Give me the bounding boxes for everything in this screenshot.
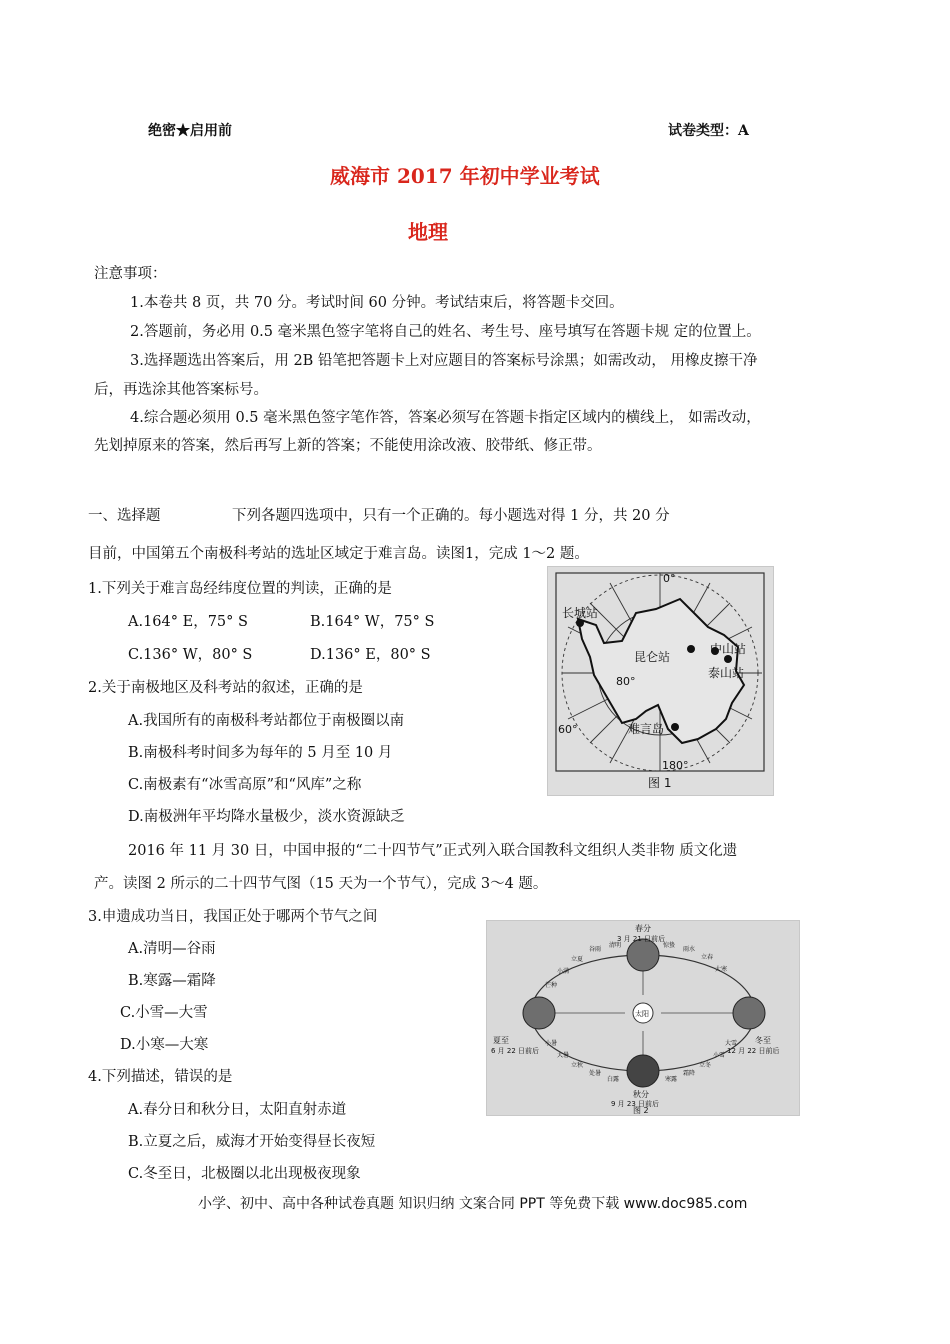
notice-item: 4.综合题必须用 0.5 毫米黑色签字笔作答，答案必须写在答题卡指定区域内的横线上， 如需改动，: [130, 410, 761, 426]
section-heading: 一、选择题: [88, 508, 161, 524]
term-label: 大寒: [715, 966, 728, 973]
sun-label: 太阳: [635, 1010, 649, 1018]
option-d: D.南极洲年平均降水量极少，淡水资源缺乏: [128, 809, 405, 825]
term-label: 处暑: [589, 1070, 602, 1077]
notice-item: 3.选择题选出答案后，用 2B 铅笔把答题卡上对应题目的答案标号涂黑；如需改动， 用橡皮擦干净: [130, 353, 758, 369]
option-c: C.南极素有“冰雪高原”和“风库”之称: [128, 777, 362, 793]
paper-type-label: 试卷类型：A: [668, 123, 749, 139]
spring-equinox-label: 春分: [635, 924, 651, 933]
notice-item: 2.答题前，务必用 0.5 毫米黑色签字笔将自己的姓名、考生号、座号填写在答题卡规 定的位置上。: [130, 324, 761, 340]
term-label: 惊蛰: [663, 942, 676, 949]
term-label: 小满: [557, 968, 570, 975]
spring-equinox-date: 3 月 21 日前后: [617, 935, 666, 943]
term-label: 立秋: [571, 1062, 584, 1069]
option-d: D.136° E，80° S: [310, 647, 431, 663]
option-b: B.南极科考时间多为每年的 5 月至 10 月: [128, 745, 393, 761]
term-label: 谷雨: [589, 946, 602, 953]
term-label: 立春: [701, 954, 714, 961]
option-a: A.春分日和秋分日，太阳直射赤道: [128, 1102, 347, 1118]
lat-60-label: 60°: [558, 723, 578, 736]
question-stem: 3.申遗成功当日，我国正处于哪两个节气之间: [88, 909, 378, 925]
term-label: 白露: [607, 1076, 620, 1083]
option-c: C.136° W，80° S: [128, 647, 253, 663]
notice-item: 后，再选涂其他答案标号。: [94, 382, 268, 398]
station-label: 长城站: [562, 606, 599, 620]
station-label: 难言岛: [628, 722, 665, 736]
subject-title: 地理: [408, 220, 448, 244]
station-label: 中山站: [710, 642, 747, 656]
term-label: 小暑: [545, 1040, 558, 1047]
figure-1-antarctica-map: [547, 566, 774, 796]
option-b: B.立夏之后，威海才开始变得昼长夜短: [128, 1134, 376, 1150]
term-label: 霜降: [683, 1070, 696, 1077]
term-label: 雨水: [683, 946, 696, 953]
term-label: 清明: [609, 942, 622, 949]
exam-title: 威海市 2017 年初中学业考试: [330, 164, 600, 188]
winter-solstice-label: 冬至: [755, 1036, 771, 1045]
option-c: C.小雪—大雪: [120, 1005, 208, 1021]
notice-item: 1.本卷共 8 页，共 70 分。考试时间 60 分钟。考试结束后，将答题卡交回。: [130, 295, 624, 311]
option-d: D.小寒—大寒: [120, 1037, 209, 1053]
autumn-equinox-label: 秋分: [633, 1090, 649, 1099]
footer-text: 小学、初中、高中各种试卷真题 知识归纳 文案合同 PPT 等免费下载 www.doc985.com: [198, 1196, 748, 1212]
option-a: A.清明—谷雨: [128, 941, 216, 957]
question-stem: 2.关于南极地区及科考站的叙述，正确的是: [88, 680, 363, 696]
passage-line: 2016 年 11 月 30 日，中国申报的“二十四节气”正式列入联合国教科文组织人类非物 质文化遗: [128, 843, 738, 859]
option-a: A.我国所有的南极科考站都位于南极圈以南: [128, 713, 405, 729]
term-label: 小雪: [713, 1052, 726, 1059]
summer-solstice-date: 6 月 22 日前后: [491, 1047, 540, 1055]
station-label: 泰山站: [708, 666, 745, 680]
option-c: C.冬至日，北极圈以北出现极夜现象: [128, 1166, 361, 1182]
question-stem: 1.下列关于难言岛经纬度位置的判读，正确的是: [88, 581, 392, 597]
question-stem: 4.下列描述，错误的是: [88, 1069, 233, 1085]
section-instruction: 下列各题四选项中，只有一个正确的。每小题选对得 1 分，共 20 分: [232, 508, 670, 524]
notice-heading: 注意事项：: [94, 266, 167, 282]
figure-2-solar-terms: [486, 920, 800, 1116]
winter-solstice-date: 12 月 22 日前后: [727, 1047, 780, 1055]
lat-80-label: 80°: [616, 675, 636, 688]
antarctica-map-svg: [548, 567, 773, 795]
confidential-label: 绝密★启用前: [148, 123, 232, 139]
term-label: 大暑: [557, 1052, 570, 1059]
solar-terms-svg: [487, 921, 799, 1115]
term-label: 大雪: [725, 1040, 738, 1047]
term-label: 立夏: [571, 956, 584, 963]
option-a: A.164° E，75° S: [128, 614, 248, 630]
passage-line: 产。读图 2 所示的二十四节气图（15 天为一个节气），完成 3～4 题。: [94, 876, 548, 892]
figure-caption: 图 1: [648, 776, 672, 790]
lon-0-label: 0°: [663, 572, 676, 585]
figure-caption: 图 2: [633, 1106, 649, 1115]
notice-item: 先划掉原来的答案，然后再写上新的答案；不能使用涂改液、胶带纸、修正带。: [94, 438, 602, 454]
lon-180-label: 180°: [662, 759, 689, 772]
station-label: 昆仑站: [634, 650, 671, 664]
option-b: B.寒露—霜降: [128, 973, 216, 989]
autumn-equinox-date: 9 月 23 日前后: [611, 1100, 660, 1108]
term-label: 寒露: [665, 1076, 678, 1083]
summer-solstice-label: 夏至: [493, 1036, 509, 1045]
term-label: 立冬: [699, 1062, 712, 1069]
question-intro: 目前，中国第五个南极科考站的选址区域定于难言岛。读图1，完成 1～2 题。: [88, 546, 589, 562]
term-label: 芒种: [545, 982, 558, 989]
option-b: B.164° W，75° S: [310, 614, 435, 630]
